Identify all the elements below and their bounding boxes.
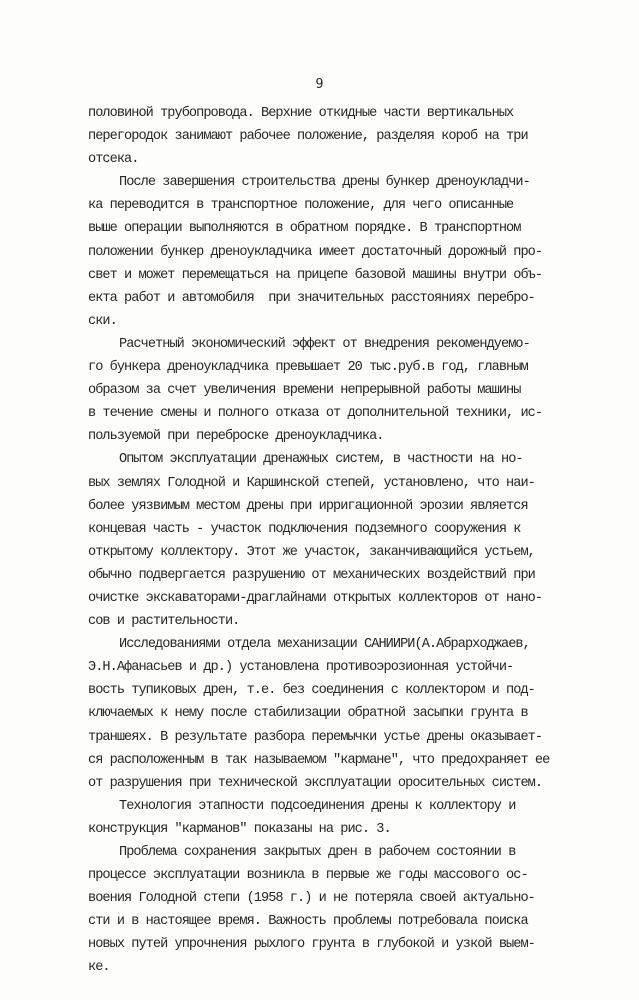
text-line: свет и может перемещаться на прицепе базовой машины внутри объ- xyxy=(88,267,543,283)
text-line: Технология этапности подсоединения дрены к коллектору и xyxy=(119,798,516,814)
text-line: ка переводится в транспортное положение, для чего описанные xyxy=(88,198,514,214)
text-line: от разрушения при технической эксплуатации оросительных систем. xyxy=(88,775,543,791)
text-line: вость тупиковых дрен, т.е. без соединения с коллектором и под- xyxy=(88,683,535,699)
text-line: сов и растительности. xyxy=(88,614,240,630)
text-line: очистке экскаваторами-драглайнами открытых коллекторов от нано- xyxy=(88,590,543,606)
text-line: ключаемых к нему после стабилизации обратной засыпки грунта в xyxy=(88,706,528,722)
text-line: более уязвимым местом дрены при ирригационной эрозии является xyxy=(88,498,528,514)
text-line: Расчетный экономический эффект от внедрения рекомендуемо- xyxy=(119,336,530,352)
text-line: конструкция "карманов" показаны на рис. 3. xyxy=(88,821,391,837)
text-line: выше операции выполняются в обратном порядке. В транспортном xyxy=(88,221,521,237)
text-line: новых путей упрочнения рыхлого грунта в глубокой и узкой выем- xyxy=(88,937,535,953)
text-line: воения Голодной степи (1958 г.) и не потеряла своей актуально- xyxy=(88,891,535,907)
text-line: обычно подвергается разрушению от механических воздействий при xyxy=(88,567,535,583)
text-line: го бункера дреноукладчика превышает 20 тыс.руб.в год, главным xyxy=(88,360,528,376)
text-line: Исследованиями отдела механизации САНИИРИ(А.Абрарходжаев, xyxy=(119,637,530,653)
text-line: вых землях Голодной и Каршинской степей, установлено, что наи- xyxy=(88,475,535,491)
text-line: Опытом эксплуатации дренажных систем, в частности на но- xyxy=(119,452,523,468)
text-line: Э.Н.Афанасьев и др.) установлена противоэрозионная устойчи- xyxy=(88,660,514,676)
text-line: процессе эксплуатации возникла в первые же годы массового ос- xyxy=(88,868,528,884)
text-line: После завершения строительства дрены бункер дреноукладчи- xyxy=(119,175,530,191)
text-line: открытому коллектору. Этот же участок, заканчивающийся устьем, xyxy=(88,544,535,560)
text-line: концевая часть - участок подключения подземного сооружения к xyxy=(88,521,521,537)
text-line: Проблема сохранения закрытых дрен в рабочем состоянии в xyxy=(119,845,516,860)
text-line: сти и в настоящее время. Важность проблемы потребовала поиска xyxy=(88,914,528,930)
text-line: образом за счет увеличения времени непрерывной работы машины xyxy=(88,383,521,399)
text-line: положении бункер дреноукладчика имеет достаточный дорожный про- xyxy=(88,244,543,260)
page-number: 9 xyxy=(315,76,324,92)
text-line: пользуемой при переброске дреноукладчика. xyxy=(88,429,384,445)
text-line: траншеях. В результате разбора перемычки устье дрены оказывает- xyxy=(88,729,543,745)
body-text xyxy=(88,102,608,980)
text-line: отсека. xyxy=(88,152,139,168)
text-line: ся расположенным в так называемом "кармане", что предохраняет ее xyxy=(88,752,550,768)
text-line: перегородок занимают рабочее положение, разделяя короб на три xyxy=(88,129,528,145)
text-line: екта работ и автомобиля при значительных расстояниях перебро- xyxy=(88,290,535,306)
text-line: половиной трубопровода. Верхние откидные части вертикальных xyxy=(88,106,514,121)
text-line: ке. xyxy=(88,960,110,976)
text-line: в течение смены и полного отказа от дополнительной техники, ис- xyxy=(88,406,543,422)
text-line: ски. xyxy=(88,313,117,329)
